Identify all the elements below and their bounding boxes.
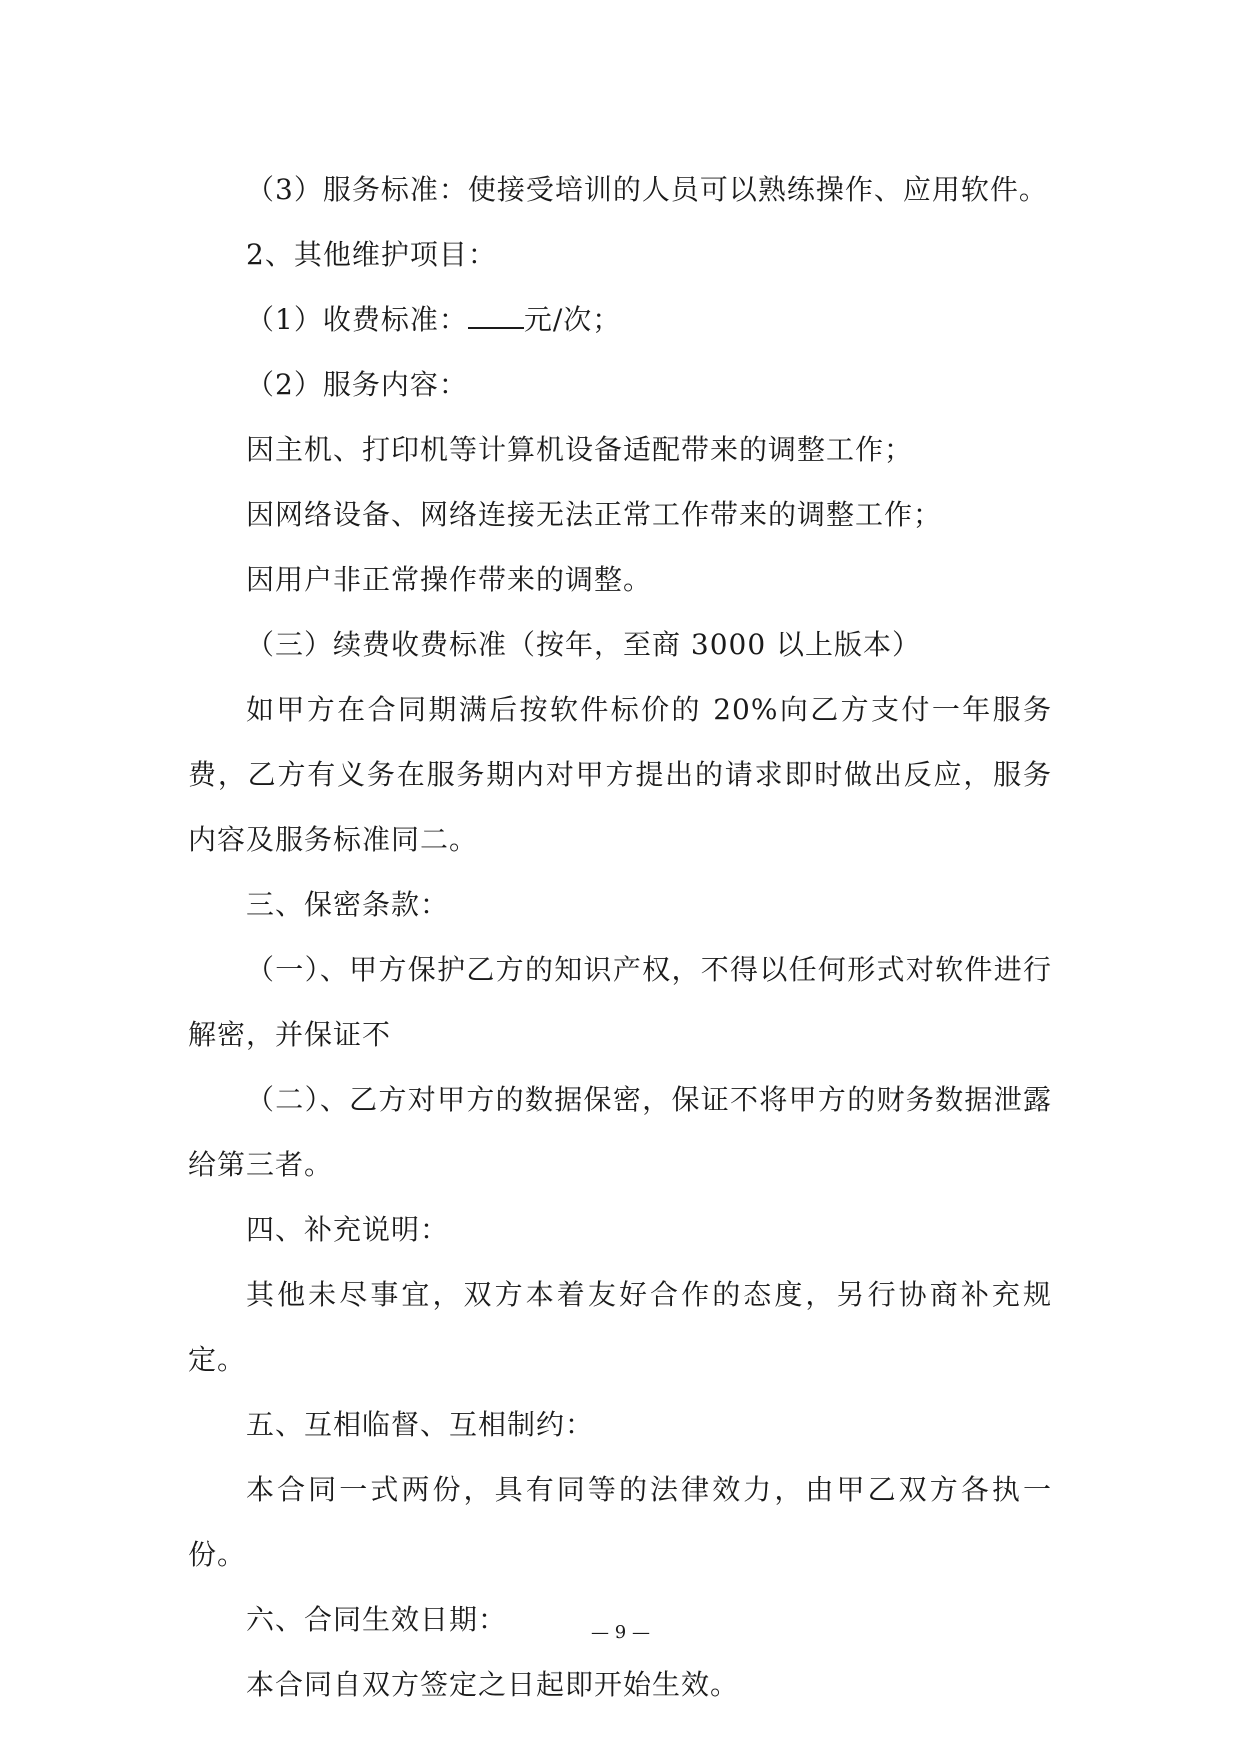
paragraph-effective-date-heading: 六、合同生效日期： — [246, 1603, 508, 1636]
document-body — [188, 157, 1052, 1717]
paragraph-copies: 本合同一式两份，具有同等的法律效力，由甲乙双方各执一份。 — [188, 1473, 1052, 1571]
fee-amount-blank — [468, 305, 524, 329]
paragraph-fee-standard — [188, 287, 1052, 352]
paragraph-party-a-confidentiality: （一）、甲方保护乙方的知识产权，不得以任何形式对软件进行解密，并保证不 — [188, 953, 1052, 1051]
page-number: — 9 — — [591, 1622, 650, 1643]
paragraph-service-content-heading: （2）服务内容： — [246, 368, 468, 401]
paragraph-renewal-fee-heading: （三）续费收费标准（按年，至商 3000 以上版本） — [246, 628, 922, 661]
paragraph-renewal-terms: 如甲方在合同期满后按软件标价的 20%向乙方支付一年服务费，乙方有义务在服务期内对甲方提出的请求即时做出反应，服务内容及服务标准同二。 — [188, 693, 1052, 856]
paragraph-other-maintenance-heading: 2、其他维护项目： — [246, 238, 497, 271]
paragraph-network-adjustment: 因网络设备、网络连接无法正常工作带来的调整工作； — [246, 498, 943, 531]
fee-unit: 元/次； — [523, 303, 622, 336]
paragraph-confidentiality-heading: 三、保密条款： — [246, 888, 450, 921]
paragraph-supplement-heading: 四、补充说明： — [246, 1213, 450, 1246]
paragraph-party-b-confidentiality: （二）、乙方对甲方的数据保密，保证不将甲方的财务数据泄露给第三者。 — [188, 1083, 1052, 1181]
paragraph-device-adjustment: 因主机、打印机等计算机设备适配带来的调整工作； — [246, 433, 914, 466]
fee-standard-label: （1）收费标准： — [246, 303, 468, 336]
paragraph-service-standard: （3）服务标准：使接受培训的人员可以熟练操作、应用软件。 — [246, 173, 1048, 206]
paragraph-supplement-text: 其他未尽事宜，双方本着友好合作的态度，另行协商补充规定。 — [188, 1278, 1052, 1376]
paragraph-effective-date-text: 本合同自双方签定之日起即开始生效。 — [246, 1668, 740, 1701]
paragraph-user-adjustment: 因用户非正常操作带来的调整。 — [246, 563, 653, 596]
paragraph-supervision-heading: 五、互相临督、互相制约： — [246, 1408, 595, 1441]
